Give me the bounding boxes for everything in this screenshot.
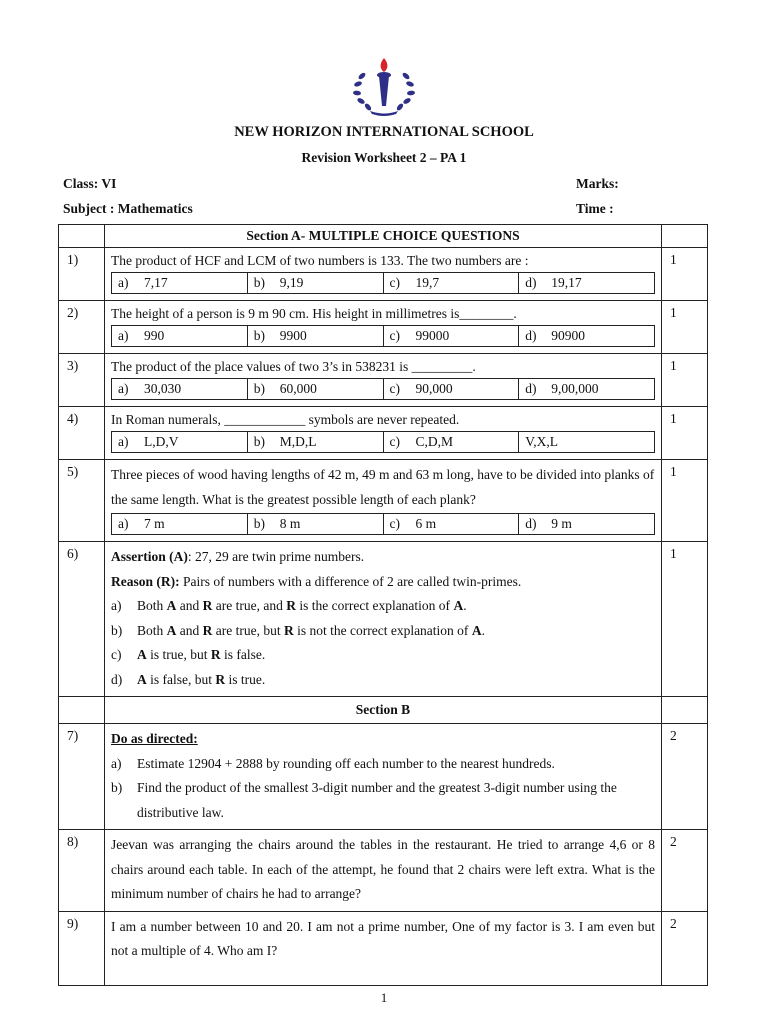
option-a: a) 30,030 [112,379,248,400]
page-number: 1 [380,990,388,1005]
question-row [59,301,708,354]
assertion-line: Assertion (A): 27, 29 are twin prime numbers. [111,549,365,564]
option-b: b) 9900 [247,326,383,347]
question-text: The product of the place values of two 3’s in 538231 is _________. [111,359,476,374]
question-marks: 1 [662,354,708,407]
option-a: a) Both A and R are true, and R is the correct explanation of A. [111,598,467,613]
question-row [59,542,708,697]
question-marks: 2 [662,830,708,912]
section-b-header-row [59,697,708,724]
time-label: Time : [576,201,614,216]
section-a-title: Section A- MULTIPLE CHOICE QUESTIONS [105,225,662,248]
question-number: 5) [59,460,105,542]
option-b: b) 9,19 [247,273,383,294]
question-number: 4) [59,407,105,460]
reason-line: Reason (R): Pairs of numbers with a difference of 2 are called twin-primes. [111,573,522,589]
school-logo [348,56,420,118]
option-a: a) 7,17 [112,273,248,294]
question-row [59,407,708,460]
question-number: 9) [59,911,105,985]
question-marks: 1 [662,542,708,697]
question-row [59,911,708,985]
subject-label: Subject : Mathematics [63,201,193,216]
question-text: In Roman numerals, ____________ symbols are never repeated. [111,412,460,427]
question-marks: 1 [662,248,708,301]
question-number: 3) [59,354,105,407]
worksheet-title: Revision Worksheet 2 – PA 1 [301,150,467,165]
option-a: a) 990 [112,326,248,347]
question-row [59,724,708,830]
question-row [59,354,708,407]
option-c: c) 19,7 [383,273,519,294]
question-number: 7) [59,724,105,830]
option-c: c) C,D,M [383,432,519,453]
question-text: The product of HCF and LCM of two numbers is 133. The two numbers are : [111,253,529,268]
options-table [111,431,655,453]
question-number: 1) [59,248,105,301]
option-c: c) 6 m [383,514,519,535]
question-marks: 1 [662,460,708,542]
option-c: c) 90,000 [383,379,519,400]
school-name: NEW HORIZON INTERNATIONAL SCHOOL [234,124,534,140]
question-number: 6) [59,542,105,697]
section-b-title: Section B [105,697,662,724]
question-row [59,248,708,301]
option-b: b) M,D,L [247,432,383,453]
section-a-header-row [59,225,708,248]
question-marks: 2 [662,911,708,985]
question-number: 2) [59,301,105,354]
question-row [59,830,708,912]
class-label: Class: VI [63,176,117,191]
option-c: c) A is true, but R is false. [111,647,266,662]
question-marks: 1 [662,407,708,460]
option-a: a) 7 m [112,514,248,535]
subpart-a: a) Estimate 12904 + 2888 by rounding off each number to the nearest hundreds. [111,755,555,771]
option-d: d) 19,17 [519,273,655,294]
question-marks: 1 [662,301,708,354]
question-text: I am a number between 10 and 20. I am not a prime number, One of my factor is 3. I am even but not a multiple of 4. Who am I? [111,918,655,958]
option-a: a) L,D,V [112,432,248,453]
options-table [111,378,655,400]
option-c: c) 99000 [383,326,519,347]
question-text: The height of a person is 9 m 90 cm. His height in millimetres is________. [111,306,517,321]
options-table [111,325,655,347]
question-row [59,460,708,542]
worksheet-table [58,224,708,986]
question-text: Jeevan was arranging the chairs around the tables in the restaurant. He tried to arrange 4,6 or 8 chairs around each table. In each of the attempt, he found that 2 chairs were left extra. What is the minimum number of chairs he had to arrange? [111,837,655,901]
options-table [111,513,655,535]
option-d: d) 90900 [519,326,655,347]
option-b: b) 60,000 [247,379,383,400]
question-title: Do as directed: [111,731,198,746]
question-number: 8) [59,830,105,912]
option-d: d) 9 m [519,514,655,535]
option-d: V,X,L [519,432,655,453]
option-b: b) 8 m [247,514,383,535]
subpart-b: b) Find the product of the smallest 3-digit number and the greatest 3-digit number using the distributive law. [111,780,617,820]
option-d: d) 9,00,000 [519,379,655,400]
question-marks: 2 [662,724,708,830]
question-text: Three pieces of wood having lengths of 42 m, 49 m and 63 m long, have to be divided into planks of the same length. What is the greatest possible length of each plank? [111,467,655,507]
option-b: b) Both A and R are true, but R is not the correct explanation of A. [111,622,485,638]
marks-label: Marks: [576,176,619,191]
option-d: d) A is false, but R is true. [111,671,266,687]
options-table [111,272,655,294]
